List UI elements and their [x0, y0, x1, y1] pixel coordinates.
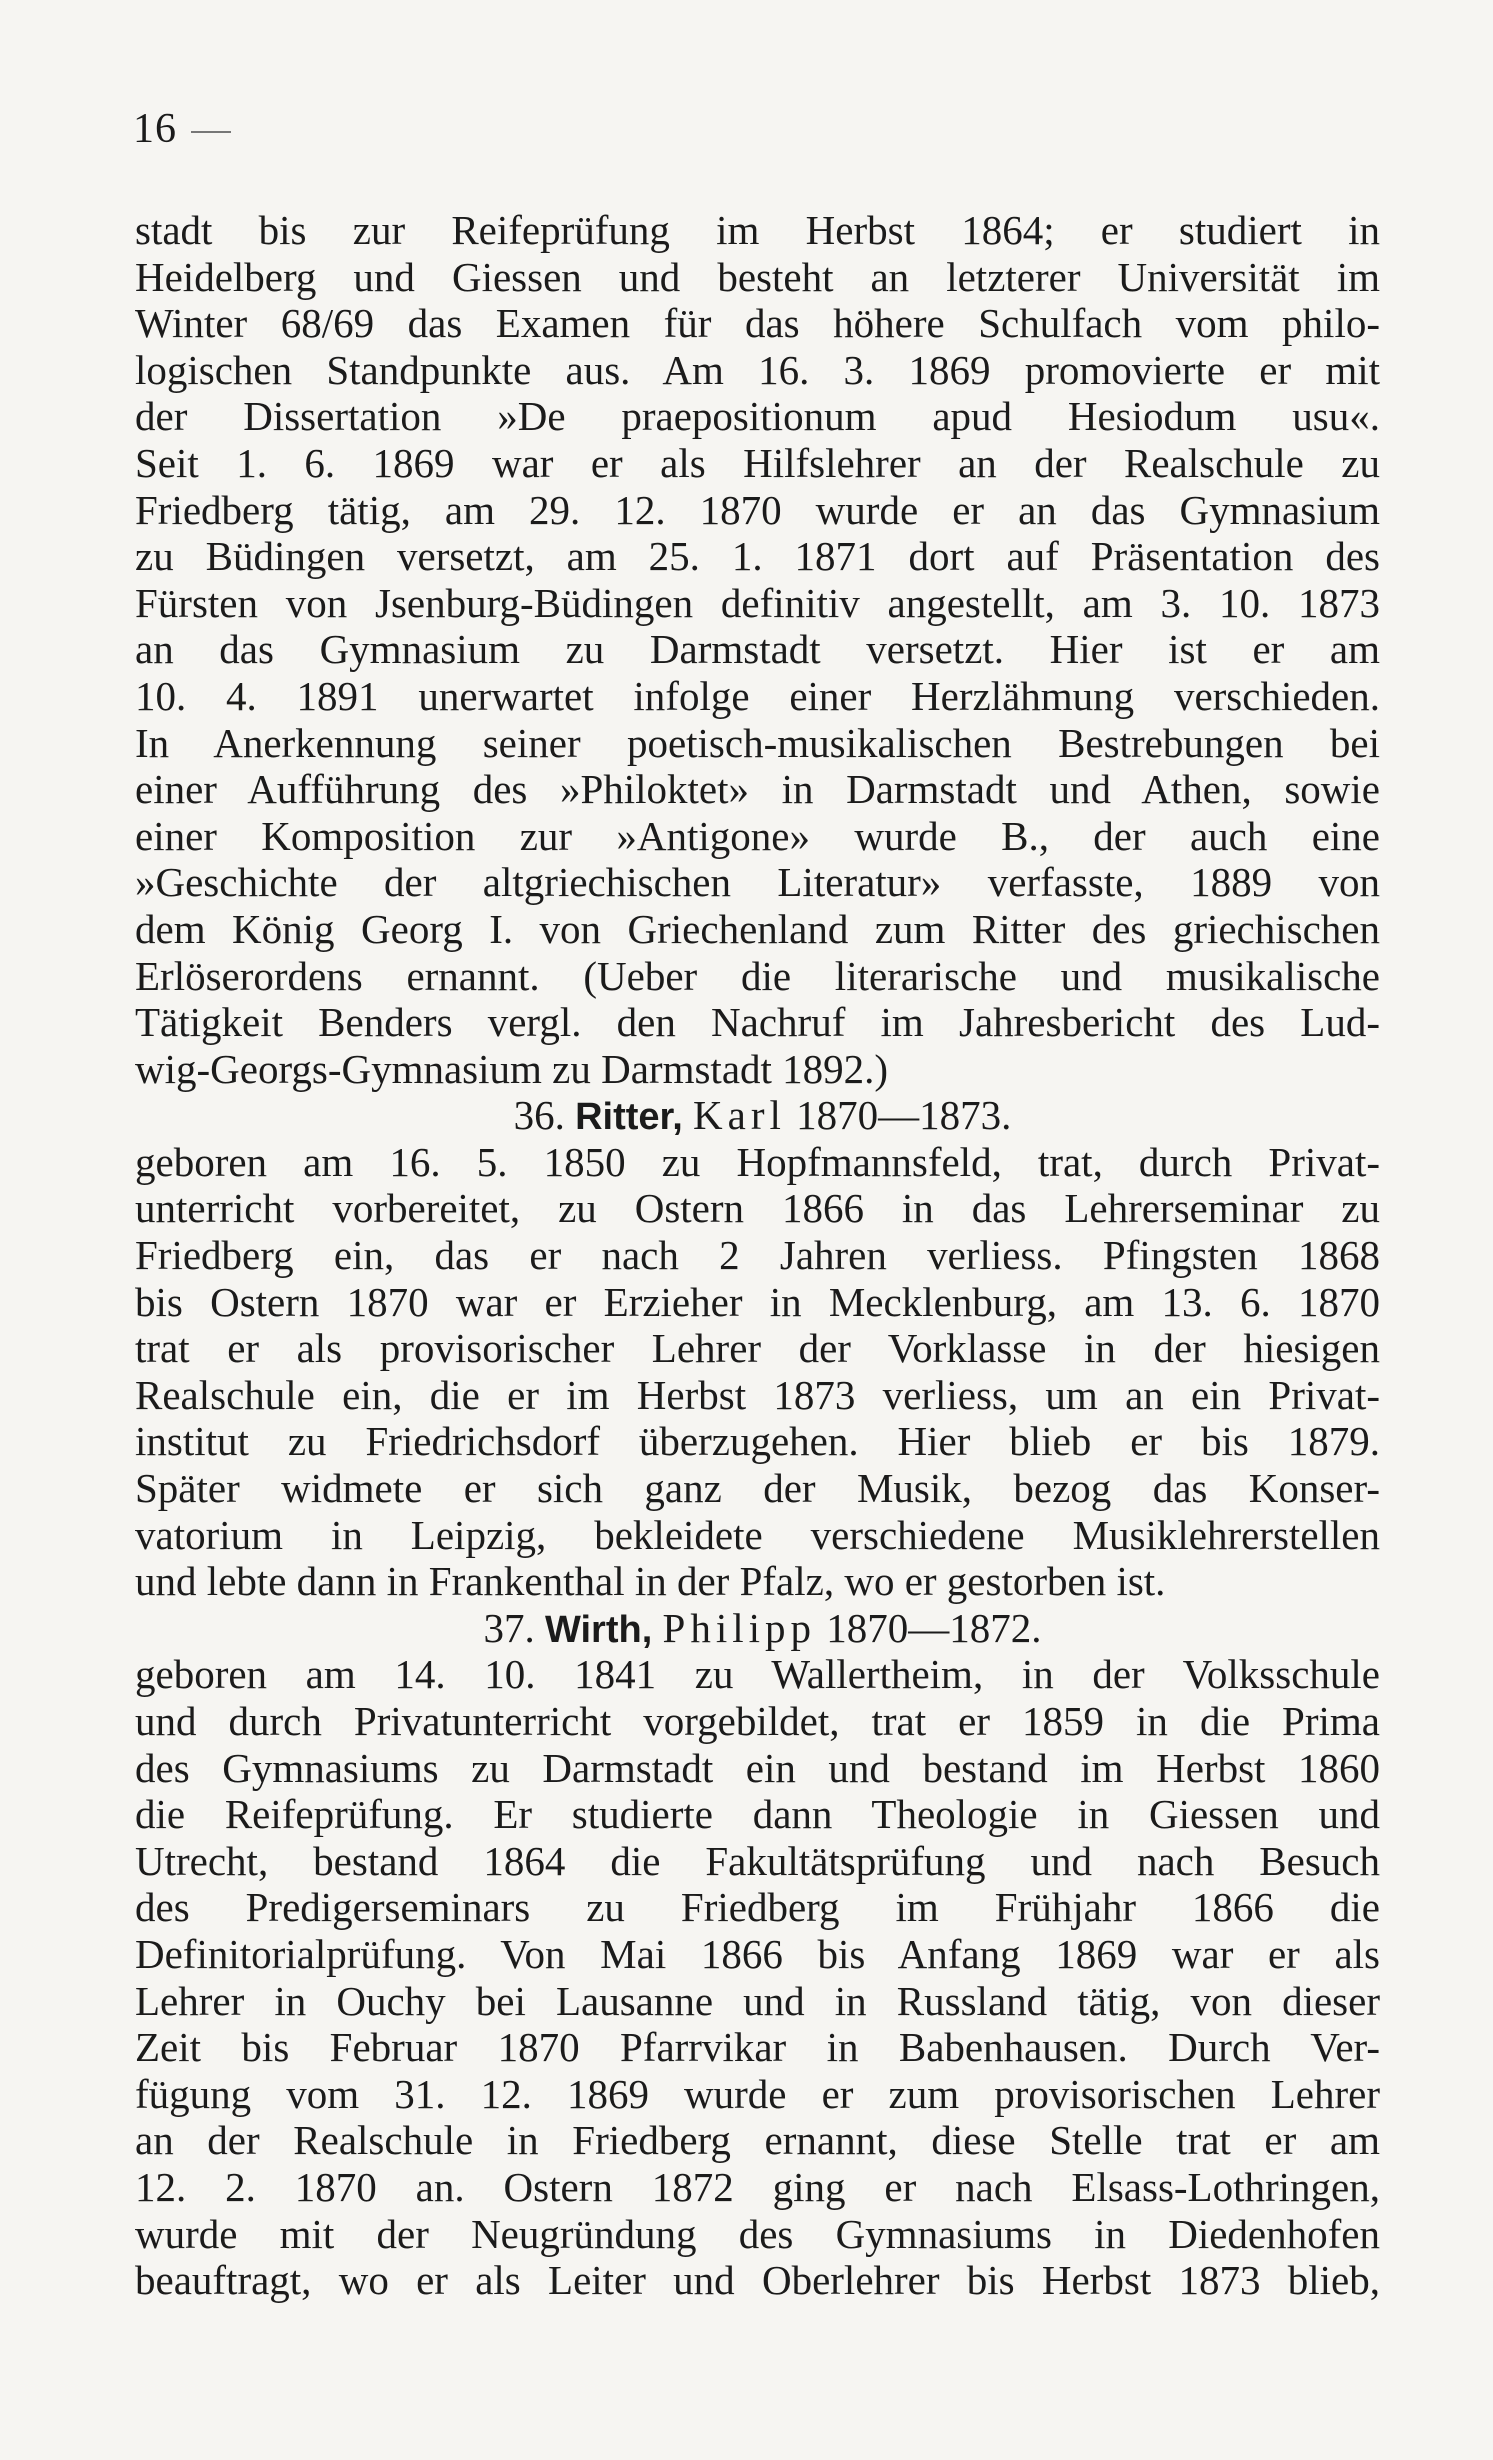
- text-line: geboren am 14. 10. 1841 zu Wallertheim, in der Volksschule: [135, 1651, 1380, 1698]
- text-line: einer Aufführung des »Philoktet» in Darmstadt und Athen, sowie: [135, 766, 1380, 813]
- text-line: Erlöserordens ernannt. (Ueber die literarische und musikalische: [135, 952, 1380, 999]
- entry-surname: Wirth,: [544, 1608, 653, 1651]
- text-line: dem König Georg I. von Griechenland zum Ritter des griechischen: [135, 905, 1380, 952]
- entry-number: 37.: [483, 1604, 535, 1651]
- text-line: einer Komposition zur »Antigone» wurde B., der auch eine: [135, 812, 1380, 859]
- text-line: beauftragt, wo er als Leiter und Oberlehrer bis Herbst 1873 blieb,: [135, 2257, 1380, 2304]
- text-line: wig-Georgs-Gymnasium zu Darmstadt 1892.): [135, 1045, 889, 1092]
- text-line: institut zu Friedrichsdorf überzugehen. Hier blieb er bis 1879.: [135, 1418, 1380, 1465]
- page-number-value: 16: [133, 106, 177, 152]
- entry-years: 1870—1872.: [826, 1604, 1042, 1651]
- text-line: an der Realschule in Friedberg ernannt, diese Stelle trat er am: [135, 2117, 1380, 2164]
- text-line: die Reifeprüfung. Er studierte dann Theologie in Giessen und: [135, 1791, 1380, 1838]
- text-line: Definitorialprüfung. Von Mai 1866 bis Anfang 1869 war er als: [135, 1930, 1380, 1977]
- text-line: trat er als provisorischer Lehrer der Vorklasse in der hiesigen: [135, 1325, 1380, 1372]
- text-line: Lehrer in Ouchy bei Lausanne und in Russland tätig, von dieser: [135, 1977, 1380, 2024]
- text-line: wurde mit der Neugründung des Gymnasiums in Diedenhofen: [135, 2210, 1380, 2257]
- text-line: Fürsten von Jsenburg-Büdingen definitiv angestellt, am 3. 10. 1873: [135, 579, 1380, 626]
- entry-surname: Ritter,: [575, 1096, 683, 1139]
- text-line: Seit 1. 6. 1869 war er als Hilfslehrer an der Realschule zu: [135, 439, 1380, 486]
- page-number-dash: [191, 131, 231, 133]
- text-line: stadt bis zur Reifeprüfung im Herbst 1864; er studiert in: [135, 207, 1380, 253]
- text-line: logischen Standpunkte aus. Am 16. 3. 1869 promovierte er mit: [135, 346, 1380, 393]
- page-number: [133, 104, 231, 154]
- paragraph-ritter: [135, 1139, 1380, 1605]
- entry-years: 1870—1873.: [796, 1092, 1012, 1139]
- text-line: Winter 68/69 das Examen für das höhere Schulfach vom philo-: [135, 300, 1380, 347]
- entry-given-name: Philipp: [662, 1604, 817, 1651]
- text-line: und durch Privatunterricht vorgebildet, trat er 1859 in die Prima: [135, 1698, 1380, 1744]
- text-line: Tätigkeit Benders vergl. den Nachruf im Jahresbericht des Lud-: [135, 999, 1380, 1046]
- text-line: und lebte dann in Frankenthal in der Pfalz, wo er gestorben ist.: [135, 1558, 1166, 1605]
- text-line: Später widmete er sich ganz der Musik, bezog das Konser-: [135, 1465, 1380, 1512]
- text-line: des Gymnasiums zu Darmstadt ein und bestand im Herbst 1860: [135, 1744, 1380, 1791]
- text-line: Friedberg tätig, am 29. 12. 1870 wurde er an das Gymnasium: [135, 486, 1380, 533]
- text-line: Heidelberg und Giessen und besteht an letzterer Universität im: [135, 253, 1380, 300]
- entry-heading-wirth: [135, 1605, 1380, 1652]
- text-line: der Dissertation »De praepositionum apud Hesiodum usu«.: [135, 393, 1380, 440]
- body-text: [135, 207, 1380, 2304]
- paragraph-bender-continued: [135, 207, 1380, 1092]
- text-line: geboren am 16. 5. 1850 zu Hopfmannsfeld, trat, durch Privat-: [135, 1138, 1380, 1185]
- text-line: 10. 4. 1891 unerwartet infolge einer Herzlähmung verschieden.: [135, 672, 1380, 719]
- text-line: fügung vom 31. 12. 1869 wurde er zum provisorischen Lehrer: [135, 2070, 1380, 2117]
- text-line: Utrecht, bestand 1864 die Fakultätsprüfung und nach Besuch: [135, 1837, 1380, 1884]
- text-line: unterricht vorbereitet, zu Ostern 1866 in das Lehrerseminar zu: [135, 1185, 1380, 1232]
- text-line: Realschule ein, die er im Herbst 1873 verliess, um an ein Privat-: [135, 1371, 1380, 1418]
- entry-heading-ritter: [135, 1092, 1380, 1139]
- text-line: des Predigerseminars zu Friedberg im Frühjahr 1866 die: [135, 1884, 1380, 1931]
- paragraph-wirth: [135, 1651, 1380, 2303]
- text-line: zu Büdingen versetzt, am 25. 1. 1871 dort auf Präsentation des: [135, 533, 1380, 580]
- entry-given-name: Karl: [693, 1092, 786, 1139]
- text-line: »Geschichte der altgriechischen Literatur» verfasste, 1889 von: [135, 859, 1380, 906]
- text-line: an das Gymnasium zu Darmstadt versetzt. Hier ist er am: [135, 626, 1380, 673]
- entry-number: 36.: [513, 1092, 565, 1139]
- text-line: Friedberg ein, das er nach 2 Jahren verliess. Pfingsten 1868: [135, 1232, 1380, 1279]
- text-line: 12. 2. 1870 an. Ostern 1872 ging er nach Elsass-Lothringen,: [135, 2163, 1380, 2210]
- text-line: vatorium in Leipzig, bekleidete verschiedene Musiklehrerstellen: [135, 1511, 1380, 1558]
- text-line: bis Ostern 1870 war er Erzieher in Mecklenburg, am 13. 6. 1870: [135, 1278, 1380, 1325]
- text-line: Zeit bis Februar 1870 Pfarrvikar in Babenhausen. Durch Ver-: [135, 2024, 1380, 2071]
- text-line: In Anerkennung seiner poetisch-musikalischen Bestrebungen bei: [135, 719, 1380, 766]
